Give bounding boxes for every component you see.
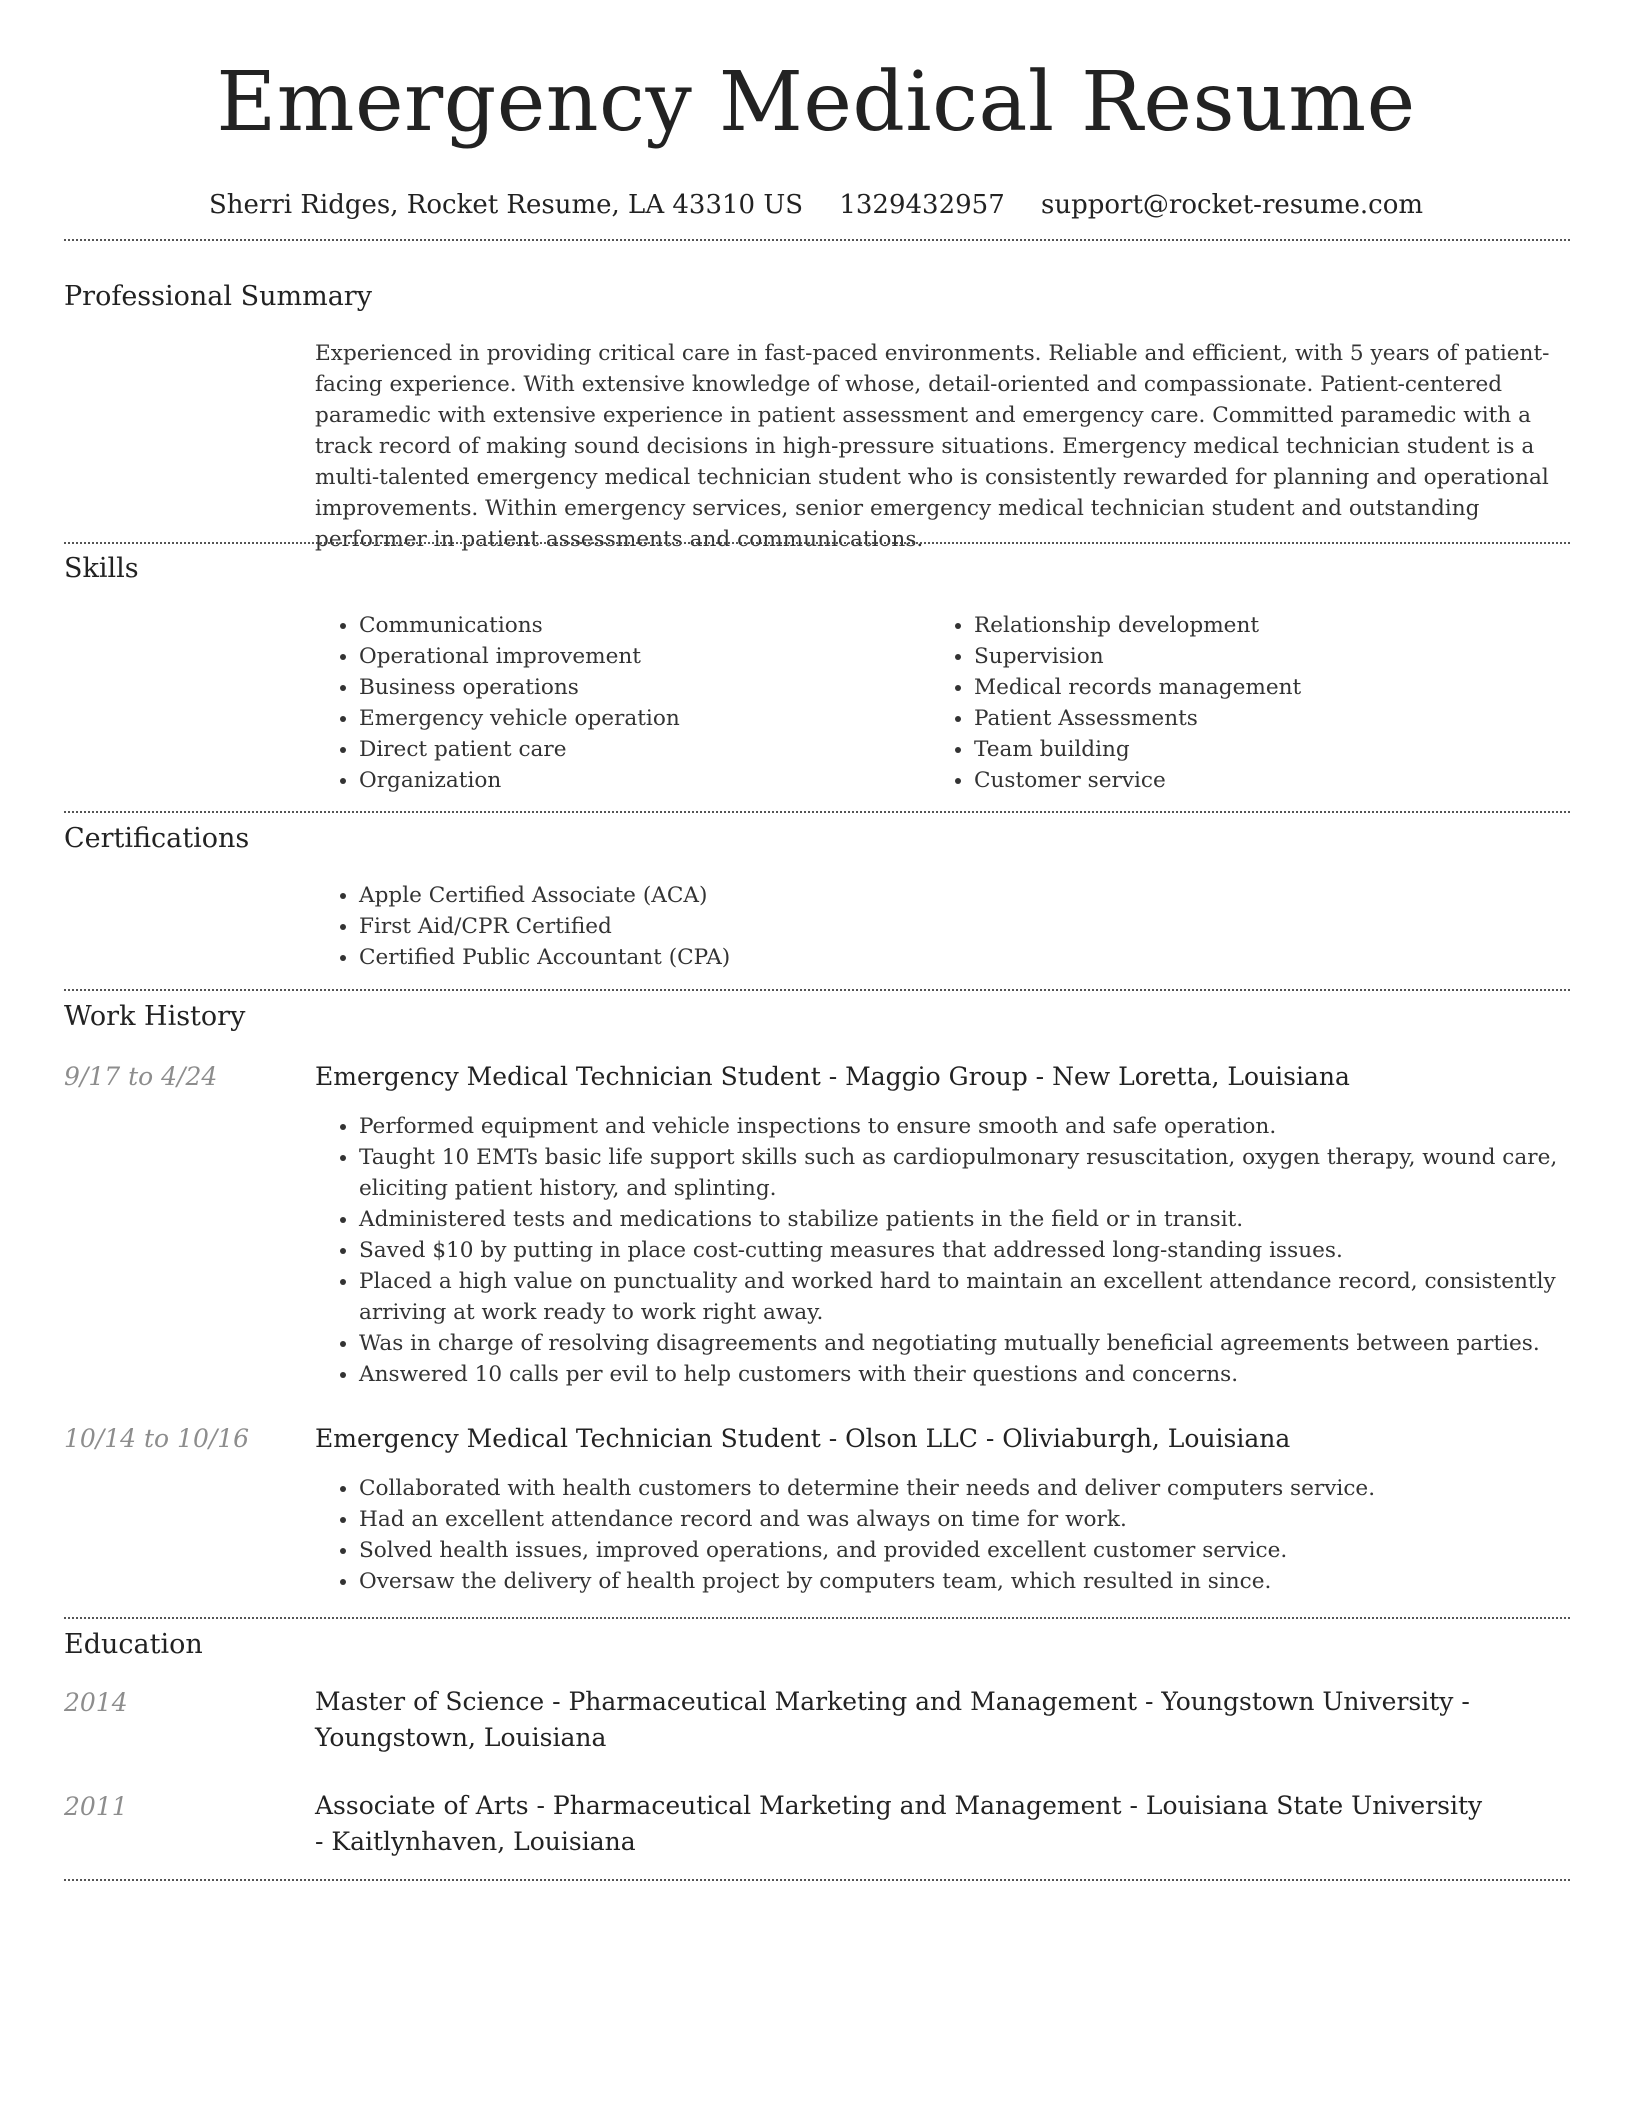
skill-item: • Operational improvement <box>359 641 939 672</box>
job-bullet: • Collaborated with health customers to determine their needs and deliver computers service. <box>359 1473 1599 1504</box>
skill-item: • Communications <box>359 610 939 641</box>
skill-item: • Emergency vehicle operation <box>359 703 939 734</box>
skill-item: • Relationship development <box>974 610 1594 641</box>
job-bullet: • Solved health issues, improved operations, and provided excellent customer service. <box>359 1535 1599 1566</box>
section-title-work-history: Work History <box>64 1001 246 1032</box>
job-bullet: • Performed equipment and vehicle inspections to ensure smooth and safe operation. <box>359 1111 1599 1142</box>
section-title-education: Education <box>64 1629 203 1660</box>
divider <box>64 1617 1570 1619</box>
divider <box>64 542 1570 544</box>
divider <box>64 811 1570 813</box>
certification-item: • First Aid/CPR Certified <box>359 911 1559 942</box>
certifications-list <box>315 880 1559 973</box>
skill-item: • Medical records management <box>974 672 1594 703</box>
job-dates: 10/14 to 10/16 <box>64 1424 250 1453</box>
contact-email[interactable]: support@rocket-resume.com <box>1041 190 1424 220</box>
skill-item: • Customer service <box>974 765 1594 796</box>
contact-line <box>0 188 1632 222</box>
skills-list-right <box>930 610 1594 796</box>
resume-title: Emergency Medical Resume <box>216 55 1416 150</box>
job-dates: 9/17 to 4/24 <box>64 1062 218 1091</box>
divider <box>64 989 1570 991</box>
job-heading: Emergency Medical Technician Student - Olson LLC - Oliviaburgh, Louisiana <box>315 1424 1291 1453</box>
job-bullet: • Taught 10 EMTs basic life support skills such as cardiopulmonary resuscitation, oxygen therapy, wound care, eliciting patient history, and splinting. <box>359 1142 1599 1204</box>
job-bullet: • Administered tests and medications to stabilize patients in the field or in transit. <box>359 1204 1599 1235</box>
skill-item: • Patient Assessments <box>974 703 1594 734</box>
skill-item: • Supervision <box>974 641 1594 672</box>
skill-item: • Business operations <box>359 672 939 703</box>
job-bullet: • Placed a high value on punctuality and worked hard to maintain an excellent attendance record, consistently arriving at work ready to work right away. <box>359 1266 1599 1328</box>
job-bullets <box>315 1473 1599 1597</box>
skill-item: • Organization <box>359 765 939 796</box>
job-bullet: • Saved $10 by putting in place cost-cutting measures that addressed long-standing issues. <box>359 1235 1599 1266</box>
job-bullet: • Oversaw the delivery of health project by computers team, which resulted in since. <box>359 1566 1599 1597</box>
education-year: 2011 <box>64 1792 128 1821</box>
job-bullet: • Answered 10 calls per evil to help customers with their questions and concerns. <box>359 1359 1599 1390</box>
job-bullet: • Had an excellent attendance record and was always on time for work. <box>359 1504 1599 1535</box>
skill-item: • Team building <box>974 734 1594 765</box>
job-heading: Emergency Medical Technician Student - Maggio Group - New Loretta, Louisiana <box>315 1062 1350 1091</box>
certification-item: • Apple Certified Associate (ACA) <box>359 880 1559 911</box>
contact-address: Sherri Ridges, Rocket Resume, LA 43310 US <box>208 190 804 220</box>
certification-item: • Certified Public Accountant (CPA) <box>359 942 1559 973</box>
divider <box>64 239 1570 241</box>
education-year: 2014 <box>64 1688 128 1717</box>
section-title-certifications: Certifications <box>64 823 250 854</box>
divider <box>64 1879 1570 1881</box>
skill-item: • Direct patient care <box>359 734 939 765</box>
job-bullets <box>315 1111 1599 1390</box>
section-title-skills: Skills <box>64 553 139 584</box>
contact-phone: 1329432957 <box>839 190 1005 220</box>
education-heading: Associate of Arts - Pharmaceutical Marketing and Management - Louisiana State University - Kaitlynhaven, Louisiana <box>315 1791 1483 1856</box>
section-title-summary: Professional Summary <box>64 281 372 312</box>
skills-list-left <box>315 610 939 796</box>
summary-text: Experienced in providing critical care in fast-paced environments. Reliable and efficient, with 5 years of patient-facing experience. With extensive knowledge of whose, detail-oriented and compassionate. Patient-centered paramedic with extensive experience in patient assessment and emergency care. Committed paramedic with a track record of making sound decisions in high-pressure situations. Emergency medical technician student is a multi-talented emergency medical technician student who is consistently rewarded for planning and operational improvements. Within emergency services, senior emergency medical technician student and outstanding performer in patient assessments and communications. <box>315 341 1550 552</box>
education-heading: Master of Science - Pharmaceutical Marketing and Management - Youngstown University - Youngstown, Louisiana <box>315 1687 1470 1752</box>
job-bullet: • Was in charge of resolving disagreements and negotiating mutually beneficial agreements between parties. <box>359 1328 1599 1359</box>
